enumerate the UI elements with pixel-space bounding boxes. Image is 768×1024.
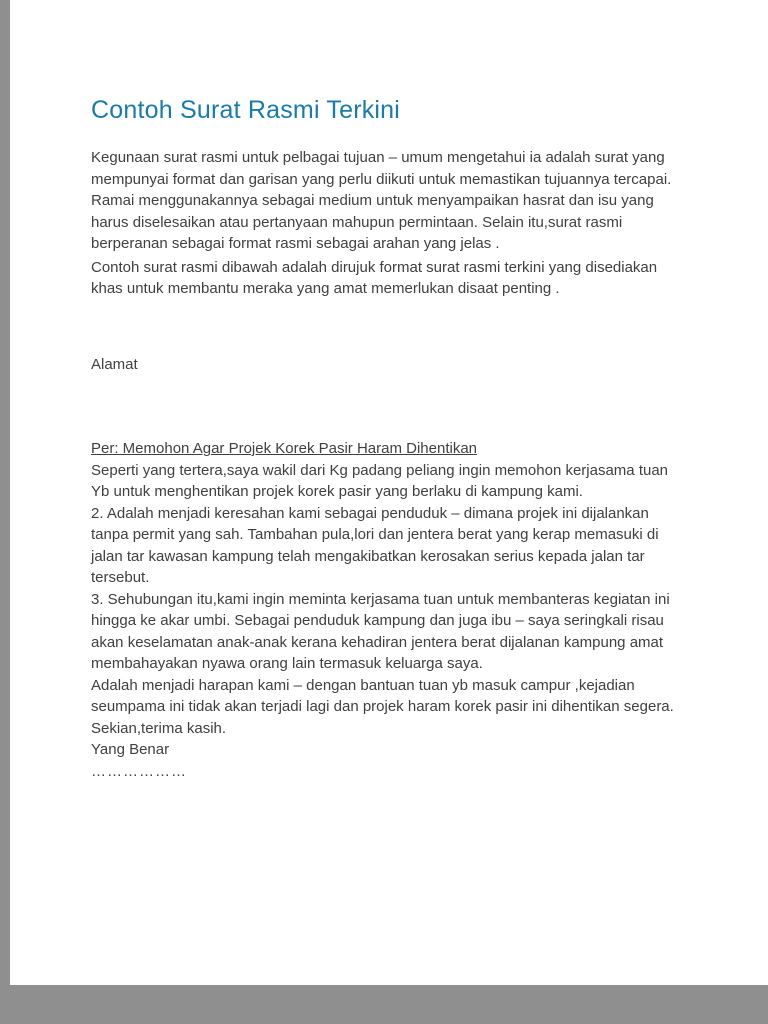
- letter-paragraph-4: Adalah menjadi harapan kami – dengan bantuan tuan yb masuk campur ,kejadian seumpama ini tidak akan terjadi lagi dan projek haram korek pasir ini dihentikan segera.: [91, 676, 674, 715]
- letter-paragraph-2: 2. Adalah menjadi keresahan kami sebagai penduduk – dimana projek ini dijalankan tanpa permit yang sah. Tambahan pula,lori dan jentera berat yang kerap memasuki di jalan tar kawasan kampung telah mengakibatkan kerosakan serius kepada jalan tar tersebut.: [91, 504, 659, 586]
- letter-subject-line: Per: Memohon Agar Projek Korek Pasir Haram Dihentikan: [91, 440, 478, 457]
- document-page: [10, 0, 768, 985]
- page-title: Contoh Surat Rasmi Terkini: [91, 96, 401, 124]
- letter-sign-off: Yang Benar: [91, 741, 170, 758]
- alamat-label: Alamat: [91, 355, 138, 373]
- letter-paragraph-3: 3. Sehubungan itu,kami ingin meminta kerjasama tuan untuk membanteras kegiatan ini hingga ke akar umbi. Sebagai penduduk kampung dan juga ibu – saya seringkali risau akan keselamatan anak-anak kerana kehadiran jentera berat dijalanan kampung amat membahayakan nyawa orang lain termasuk keluarga saya.: [91, 590, 670, 672]
- letter-paragraph-1: Seperti yang tertera,saya wakil dari Kg padang peliang ingin memohon kerjasama tuan Yb untuk menghentikan projek korek pasir yang berlaku di kampung kami.: [91, 461, 669, 500]
- letter-closing: Sekian,terima kasih.: [91, 719, 227, 737]
- intro-paragraph-2: Contoh surat rasmi dibawah adalah dirujuk format surat rasmi terkini yang disediakan khas untuk membantu meraka yang amat memerlukan disaat penting .: [91, 258, 658, 297]
- intro-paragraph-1: Kegunaan surat rasmi untuk pelbagai tujuan – umum mengetahui ia adalah surat yang mempunyai format dan garisan yang perlu diikuti untuk memastikan tujuannya tercapai. Ramai menggunakannya sebagai medium untuk menyampaikan hasrat dan isu yang harus diselesaikan atau pertanyaan mahupun permintaan. Selain itu,surat rasmi berperanan sebagai format rasmi sebagai arahan yang jelas .: [91, 149, 672, 252]
- signature-dotted-line: ………………: [91, 762, 187, 780]
- document-body: [91, 147, 676, 782]
